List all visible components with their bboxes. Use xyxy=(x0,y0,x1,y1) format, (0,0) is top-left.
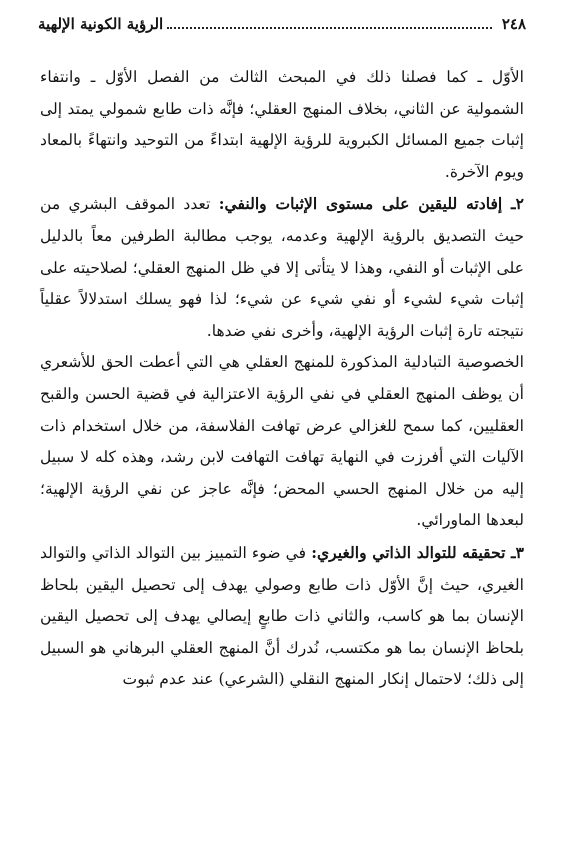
section-heading-3: ٣ـ تحقيقه للتوالد الذاتي والغيري: xyxy=(311,542,525,562)
paragraph-3-text: الخصوصية التبادلية المذكورة للمنهج العقلي هي التي أعطت الحق للأشعري أن يوظف المنهج العقلي في نفي الرؤية الاعتزالية في قضية الحسن والقبح العقليين، كما سمح للغزالي عرض تهافت الفلاسفة، من خلال استخدام ذات الآليات التي أفرزت في النهاية تهافت التهافت لابن رشد، وهذه كله لا سبيل إليه من خلال المنهج الحسي المحض؛ فإنَّه عاجز عن نفي الرؤية الإلهية؛ لبعدها الماورائي. xyxy=(40,353,524,530)
paragraph-1-text: الأوّل ـ كما فصلنا ذلك في المبحث الثالث من الفصل الأوّل ـ وانتفاء الشمولية عن الثاني، بخلاف المنهج العقلي؛ فإنَّه ذات طابع شمولي يمتد إلى إثبات جميع المسائل الكبروية للرؤية الإلهية ابتداءً من التوحيد وانتهاءً بالمعاد ويوم الآخرة. xyxy=(40,68,524,181)
body-text xyxy=(40,62,524,696)
paragraph-2 xyxy=(40,188,524,347)
paragraph-3 xyxy=(40,347,524,537)
paragraph-1 xyxy=(40,62,524,188)
paragraph-4-text: في ضوء التمييز بين التوالد الذاتي والتوالد الغيري، حيث إنَّ الأوّل ذات طابع وصولي يهدف إلى تحصيل اليقين بلحاظ الإنسان بما هو كاسب، والثاني ذات طابعٍ إيصالي يهدف إلى تحصيل اليقين بلحاظ الإنسان بما هو مكتسب، نُدرك أنَّ المنهج العقلي البرهاني هو السبيل إلى ذلك؛ لاحتمال إنكار المنهج النقلي (الشرعي) عند عدم ثبوت xyxy=(40,543,524,689)
section-heading-2: ٢ـ إفادته لليقين على مستوى الإثبات والنفي: xyxy=(218,194,524,214)
page-header xyxy=(38,12,526,34)
header-dotted-rule xyxy=(167,27,492,29)
page-number: ٢٤٨ xyxy=(501,15,526,33)
running-title: الرؤية الكونية الإلهية xyxy=(38,15,164,33)
paragraph-2-text: تعدد الموقف البشري من حيث التصديق بالرؤية الإلهية وعدمه، يوجب مطالبة الطرفين معاً بالدليل على الإثبات أو النفي، وهذا لا يتأتى إلا في ظل المنهج العقلي؛ لصلاحيته على إثبات شيء لشيء أو نفي شيء عن شيء؛ لذا فهو يسلك استدلالاً عقلياً نتيجته تارة إثبات الرؤية الإلهية، وأخرى نفي ضدها. xyxy=(40,195,524,340)
paragraph-4 xyxy=(40,537,524,696)
